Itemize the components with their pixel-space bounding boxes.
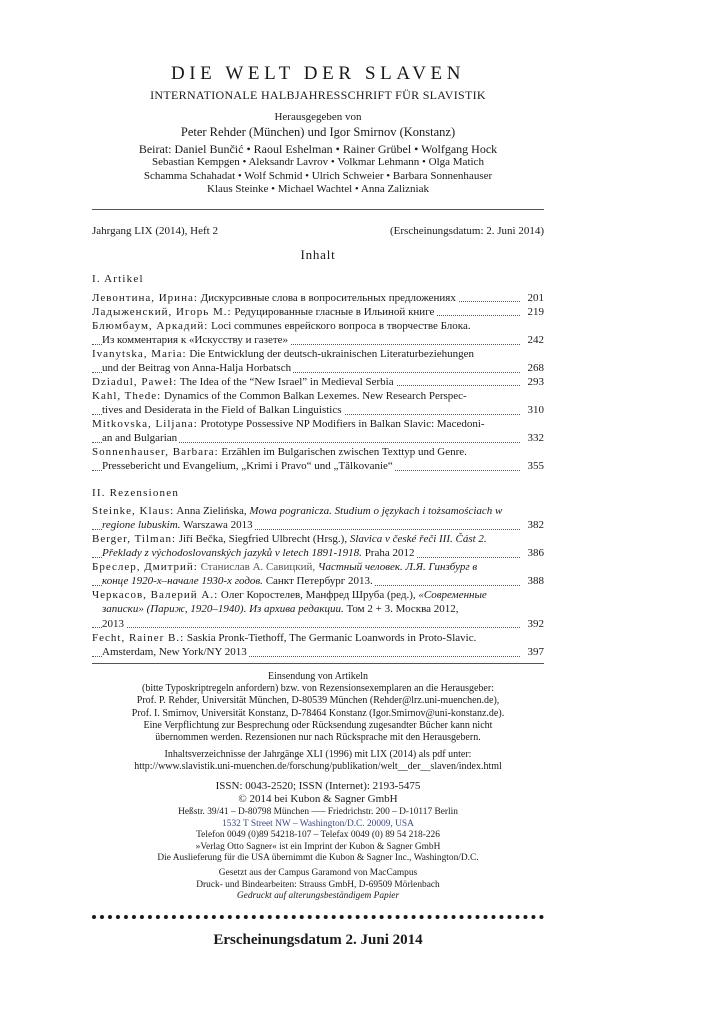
toc-pdf-link[interactable]: http://www.slavistik.uni-muenchen.de/forschung/publikation/welt__der__slaven/index.html	[134, 761, 502, 773]
entry-title-cont: Pressebericht und Evangelium, „Krimi i Pravo“ und „Tălkovanie“	[102, 460, 393, 473]
entry-title: Dynamics of the Common Balkan Lexemes. New Research Perspec-	[163, 390, 467, 402]
entry-book-place: Том 2 + 3. Москва 2012,	[346, 603, 459, 616]
entry-author: Ivanytska, Maria:	[92, 348, 187, 360]
entry-author: Блюмбаум, Аркадий:	[92, 320, 209, 332]
entry-author: Mitkovska, Liljana:	[92, 418, 198, 430]
entry-book-title: Saskia Pronk-Tiethoff, The Germanic Loanwords in Proto-Slavic.	[186, 632, 477, 644]
editors-label: Herausgegeben von	[274, 111, 362, 123]
entry-title-cont: und der Beitrag von Anna-Halja Horbatsch	[102, 362, 292, 375]
footer-date: Erscheinungsdatum 2. Juni 2014	[213, 932, 423, 948]
entry-book-year: 2013	[102, 617, 124, 630]
submission-line: Eine Verpflichtung zur Besprechung oder Rücksendung zugesandter Bücher kann nicht	[143, 719, 493, 731]
toc-entry[interactable]	[92, 417, 544, 446]
submission-line: Prof. I. Smirnov, Universität Konstanz, D-78464 Konstanz (Igor.Smirnov@uni-konstanz.de).	[131, 707, 505, 719]
toc-entry[interactable]	[92, 291, 544, 305]
publisher-info	[92, 780, 544, 806]
entry-author: Черкасов, Валерий А.:	[92, 589, 219, 601]
entry-book-author: Олег Коростелев, Манфред Шруба (ред.),	[220, 589, 416, 601]
entry-author: Berger, Tilman:	[92, 533, 177, 545]
board-line: Klaus Steinke • Michael Wachtel • Anna Zalizniak	[207, 182, 429, 195]
entry-title: Loci communes еврейского вопроса в творчестве Блока.	[211, 320, 471, 332]
board-line: Schamma Schahadat • Wolf Schmid • Ulrich Schweier • Barbara Sonnenhauser	[143, 169, 493, 182]
entry-book-title-cont: записки» (Париж, 1920–1940). Из архива редакции.	[102, 603, 344, 616]
entry-book-title-cont: regione lubuskim.	[102, 519, 181, 532]
entry-page: 355	[525, 459, 545, 473]
entry-book-title: Частный человек. Л.Я. Гинзбург в	[317, 561, 478, 573]
entry-author: Бреслер, Дмитрий:	[92, 561, 198, 573]
issue-date: (Erscheinungsdatum: 2. Juni 2014)	[390, 225, 544, 237]
submission-line: (bitte Typoskriptregeln anfordern) bzw. von Rezensionsexemplaren an die Herausgeber:	[142, 683, 494, 695]
entry-author: Ладыженский, Игорь М.:	[92, 306, 232, 318]
submission-line: übernommen werden. Rezensionen nur nach Rücksprache mit den Herausgebern.	[155, 732, 481, 744]
toc-entry[interactable]	[92, 532, 544, 561]
issn: ISSN: 0043-2520; ISSN (Internet): 2193-5475	[215, 780, 421, 792]
entry-page: 293	[525, 375, 545, 389]
editors-names: Peter Rehder (München) und Igor Smirnov (Konstanz)	[180, 125, 456, 139]
entry-page: 392	[525, 617, 545, 631]
entry-book-place: Warszawa 2013	[182, 519, 253, 532]
entry-title: Die Entwicklung der deutsch-ukrainischen Literaturbeziehungen	[189, 348, 475, 360]
entry-book-place: Санкт Петербург 2013.	[265, 575, 373, 588]
usa-distribution: Die Auslieferung für die USA übernimmt die Kubon & Sagner Inc., Washington/D.C.	[157, 853, 479, 864]
entry-book-author: Anna Zielińska,	[176, 505, 247, 517]
entry-page: 382	[525, 518, 545, 532]
entry-author: Sonnenhauser, Barbara:	[92, 446, 219, 458]
header-divider	[92, 209, 544, 210]
submission-info	[92, 671, 544, 744]
dotted-divider	[92, 915, 544, 923]
entry-title: Редуцированные гласные в Ильиной книге	[234, 306, 435, 318]
entry-page: 332	[525, 431, 545, 445]
entry-book-place: Amsterdam, New York/NY 2013	[102, 646, 247, 659]
journal-subtitle: INTERNATIONALE HALBJAHRESSCHRIFT FÜR SLAVISTIK	[150, 88, 486, 102]
entry-title: Prototype Possessive NP Modifiers in Balkan Slavic: Macedoni-	[200, 418, 485, 430]
imprint-note: »Verlag Otto Sagner« ist ein Imprint der Kubon & Sagner GmbH	[195, 841, 441, 852]
entry-title-cont: an and Bulgarian	[102, 432, 178, 445]
address-europe: Heßstr. 39/41 – D-80798 München —– Friedrichstr. 200 – D-10117 Berlin	[178, 807, 458, 817]
entry-title: Erzählen im Bulgarischen zwischen Texttyp und Genre.	[221, 446, 467, 458]
entry-book-title: Slavica v české řeči III. Část 2.	[349, 533, 487, 545]
entry-title-cont: tives and Desiderata in the Field of Balkan Linguistics	[102, 404, 342, 417]
toc-entry[interactable]	[92, 504, 544, 533]
entry-book-author: Jiří Bečka, Siegfried Ulbrecht (Hrsg.),	[178, 533, 348, 545]
entry-book-author: Станислав А. Савицкий,	[200, 561, 316, 573]
entry-page: 397	[525, 645, 545, 659]
entry-title: The Idea of the “New Israel” in Medieval Serbia	[179, 376, 394, 388]
contents-divider	[92, 663, 544, 664]
submission-line: Prof. P. Rehder, Universität München, D-80539 München (Rehder@lrz.uni-muenchen.de),	[136, 695, 500, 707]
address-usa: 1532 T Street NW – Washington/D.C. 20009, USA	[222, 818, 414, 829]
toc-entry[interactable]	[92, 347, 544, 376]
entry-title: Дискурсивные слова в вопросительных предложениях	[200, 292, 456, 304]
toc-entry[interactable]	[92, 560, 544, 589]
contents-title: Inhalt	[300, 247, 336, 262]
entry-page: 219	[525, 305, 545, 319]
toc-entry[interactable]	[92, 631, 544, 660]
toc-entry[interactable]	[92, 389, 544, 418]
entry-book-title: Mowa pogranicza. Studium o językach i tożsamościach w	[249, 505, 503, 517]
toc-entry[interactable]	[92, 445, 544, 474]
typeset-note: Gesetzt aus der Campus Garamond von MacCampus	[218, 868, 418, 878]
entry-book-place: Praha 2012	[364, 547, 415, 560]
board-line: Beirat: Daniel Bunčić • Raoul Eshelman • Rainer Grübel • Wolfgang Hock	[138, 142, 498, 156]
entry-page: 310	[525, 403, 545, 417]
entry-author: Fecht, Rainer B.:	[92, 632, 185, 644]
section-heading-reviews: II. Rezensionen	[92, 487, 180, 499]
phone-fax: Telefon 0049 (0)89 54218-107 – Telefax 0049 (0) 89 54 218-226	[196, 830, 440, 841]
journal-title: DIE WELT DER SLAVEN	[170, 63, 466, 84]
toc-entry[interactable]	[92, 305, 544, 319]
toc-pdf-info	[92, 749, 544, 773]
issue-volume: Jahrgang LIX (2014), Heft 2	[92, 225, 218, 237]
printing-info	[92, 868, 544, 903]
entry-page: 268	[525, 361, 545, 375]
entry-page: 201	[525, 291, 545, 305]
section-heading-articles: I. Artikel	[92, 273, 144, 285]
entry-page: 388	[525, 574, 545, 588]
entry-author: Steinke, Klaus:	[92, 505, 175, 517]
paper-note: Gedruckt auf alterungsbeständigem Papier	[236, 891, 400, 902]
toc-pdf-text: Inhaltsverzeichnisse der Jahrgänge XLI (1996) mit LIX (2014) als pdf unter:	[164, 749, 472, 760]
copyright: © 2014 bei Kubon & Sagner GmbH	[238, 793, 398, 805]
submission-line: Einsendung von Artikeln	[268, 671, 368, 682]
entry-author: Dziadul, Paweł:	[92, 376, 178, 388]
entry-page: 386	[525, 546, 545, 560]
entry-page: 242	[525, 333, 545, 347]
board-line: Sebastian Kempgen • Aleksandr Lavrov • Volkmar Lehmann • Olga Matich	[152, 156, 484, 169]
toc-entry[interactable]	[92, 375, 544, 389]
entry-author: Левонтина, Ирина:	[92, 292, 198, 304]
entry-book-title-cont: Překlady z východoslovanských jazyků v letech 1891-1918.	[102, 547, 362, 560]
advisory-board	[92, 143, 544, 196]
entry-title-cont: Из комментария к «Искусству и газете»	[102, 334, 289, 347]
print-binding-note: Druck- und Bindearbeiten: Strauss GmbH, D-69509 Mörlenbach	[196, 879, 440, 890]
toc-entry[interactable]	[92, 588, 544, 631]
toc-entry[interactable]	[92, 319, 544, 348]
publisher-addresses	[92, 807, 544, 865]
entry-book-title: «Современные	[418, 589, 487, 601]
entry-book-title-cont: конце 1920-х–начале 1930-х годов.	[102, 575, 263, 588]
entry-author: Kahl, Thede:	[92, 390, 162, 402]
